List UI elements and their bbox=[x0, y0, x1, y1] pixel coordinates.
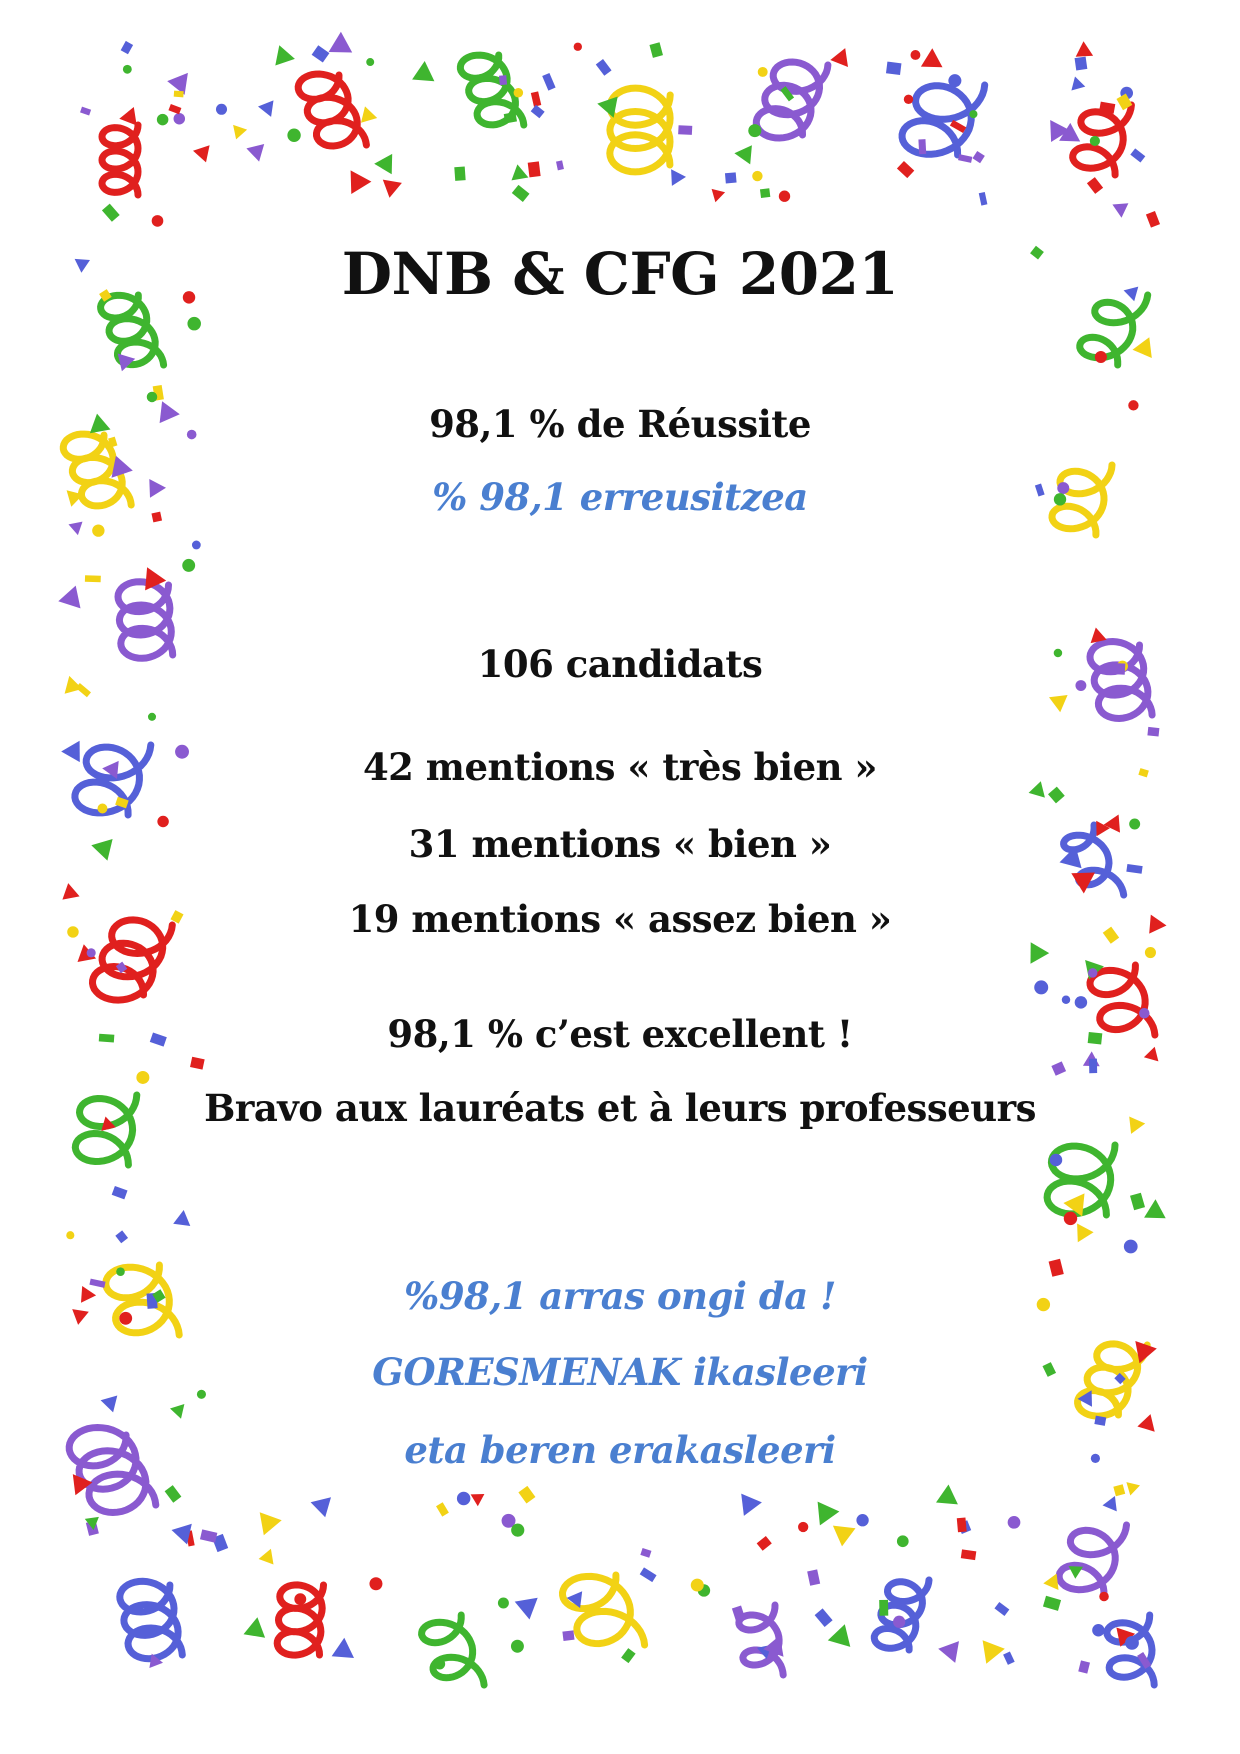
confetti-piece bbox=[807, 1569, 820, 1585]
confetti-piece bbox=[649, 42, 663, 58]
confetti-piece bbox=[983, 1640, 1005, 1664]
confetti-piece bbox=[115, 1230, 128, 1243]
streamer-curl bbox=[610, 88, 670, 172]
confetti-piece bbox=[383, 180, 402, 198]
confetti-piece bbox=[671, 169, 686, 186]
basque-closing-3: eta beren erakasleeri bbox=[404, 1428, 836, 1472]
confetti-piece bbox=[528, 161, 541, 177]
confetti-piece bbox=[818, 1502, 840, 1526]
confetti-piece bbox=[1062, 996, 1070, 1004]
confetti-piece bbox=[1043, 1596, 1061, 1611]
confetti-piece bbox=[640, 1548, 651, 1558]
confetti-piece bbox=[190, 1057, 205, 1070]
confetti-piece bbox=[504, 112, 517, 123]
confetti-piece bbox=[152, 215, 164, 227]
confetti-piece bbox=[511, 1524, 524, 1537]
confetti-piece bbox=[112, 1186, 128, 1199]
confetti-piece bbox=[1088, 968, 1097, 977]
confetti-piece bbox=[499, 75, 507, 85]
confetti-piece bbox=[798, 1522, 808, 1532]
confetti-piece bbox=[1124, 1240, 1138, 1254]
confetti-piece bbox=[121, 41, 133, 54]
confetti-piece bbox=[1112, 203, 1128, 217]
confetti-piece bbox=[119, 107, 136, 126]
confetti-piece bbox=[92, 524, 104, 536]
confetti-piece bbox=[147, 392, 157, 402]
confetti-piece bbox=[972, 151, 984, 163]
success-rate-eu: % 98,1 erreusitzea bbox=[432, 475, 808, 519]
confetti-piece bbox=[1126, 1482, 1140, 1495]
confetti-piece bbox=[374, 154, 392, 174]
confetti-piece bbox=[752, 171, 762, 181]
confetti-piece bbox=[958, 154, 972, 163]
confetti-piece bbox=[948, 74, 961, 87]
confetti-piece bbox=[168, 104, 181, 114]
confetti-piece bbox=[1099, 1592, 1109, 1602]
confetti-piece bbox=[312, 45, 330, 62]
confetti-piece bbox=[596, 59, 612, 76]
confetti-piece bbox=[87, 948, 96, 957]
confetti-piece bbox=[258, 100, 274, 117]
confetti-piece bbox=[531, 91, 541, 106]
streamer-curl bbox=[1059, 1525, 1126, 1595]
confetti-piece bbox=[97, 804, 107, 814]
confetti-piece bbox=[1130, 1193, 1145, 1211]
confetti-piece bbox=[879, 1600, 888, 1616]
confetti-piece bbox=[412, 61, 434, 81]
excellent-line: 98,1 % c’est excellent ! bbox=[387, 1012, 853, 1056]
confetti-piece bbox=[1049, 695, 1068, 712]
confetti-piece bbox=[200, 1529, 217, 1542]
confetti-piece bbox=[174, 113, 185, 124]
confetti-piece bbox=[1113, 1484, 1125, 1496]
confetti-piece bbox=[779, 191, 790, 202]
confetti-piece bbox=[938, 1641, 959, 1663]
bravo-line: Bravo aux lauréats et à leurs professeurs bbox=[204, 1086, 1036, 1130]
confetti-piece bbox=[369, 1577, 382, 1590]
confetti-piece bbox=[1144, 1199, 1166, 1218]
confetti-piece bbox=[748, 124, 761, 137]
streamer-curl bbox=[298, 74, 366, 146]
confetti-piece bbox=[157, 114, 168, 125]
confetti-piece bbox=[1090, 136, 1100, 146]
confetti-piece bbox=[187, 317, 201, 331]
confetti-piece bbox=[85, 575, 101, 582]
confetti-piece bbox=[640, 1567, 657, 1582]
confetti-piece bbox=[1071, 77, 1085, 91]
confetti-piece bbox=[101, 1396, 118, 1413]
confetti-piece bbox=[542, 73, 555, 91]
confetti-piece bbox=[332, 1638, 354, 1658]
mention-bien: 31 mentions « bien » bbox=[408, 822, 832, 866]
confetti-piece bbox=[712, 189, 726, 202]
confetti-piece bbox=[725, 172, 737, 183]
confetti-piece bbox=[260, 1512, 282, 1535]
confetti-piece bbox=[678, 125, 692, 135]
basque-closing-1: %98,1 arras ongi da ! bbox=[404, 1274, 836, 1318]
confetti-piece bbox=[311, 1497, 331, 1517]
confetti-piece bbox=[515, 1598, 538, 1620]
confetti-piece bbox=[514, 88, 524, 98]
confetti-piece bbox=[1050, 1154, 1063, 1167]
confetti-piece bbox=[246, 144, 264, 162]
confetti-piece bbox=[192, 541, 201, 550]
confetti-piece bbox=[329, 32, 353, 53]
confetti-piece bbox=[1133, 337, 1152, 358]
streamer-curl bbox=[102, 125, 138, 195]
confetti-piece bbox=[910, 50, 920, 60]
confetti-piece bbox=[471, 1494, 485, 1506]
confetti-piece bbox=[287, 129, 300, 142]
confetti-piece bbox=[1076, 41, 1093, 57]
confetti-piece bbox=[512, 164, 529, 180]
confetti-piece bbox=[1003, 1651, 1015, 1664]
page-title: DNB & CFG 2021 bbox=[341, 240, 899, 308]
confetti-piece bbox=[734, 145, 752, 164]
confetti-piece bbox=[1077, 1224, 1094, 1243]
mention-tres-bien: 42 mentions « très bien » bbox=[362, 745, 878, 789]
confetti-piece bbox=[1069, 1566, 1083, 1579]
confetti-piece bbox=[574, 43, 582, 51]
streamer-curl bbox=[563, 1575, 645, 1645]
confetti-piece bbox=[1130, 148, 1145, 162]
basque-closing-2: GORESMENAK ikasleeri bbox=[372, 1350, 868, 1394]
confetti-piece bbox=[830, 48, 848, 67]
confetti-piece bbox=[758, 67, 768, 77]
confetti-piece bbox=[193, 145, 210, 162]
confetti-piece bbox=[1008, 1516, 1021, 1529]
confetti-piece bbox=[1094, 1416, 1106, 1426]
confetti-piece bbox=[102, 204, 120, 222]
streamer-curl bbox=[120, 1581, 183, 1658]
confetti-piece bbox=[1043, 1574, 1058, 1590]
confetti-piece bbox=[174, 91, 184, 98]
confetti-piece bbox=[531, 105, 545, 119]
confetti-piece bbox=[66, 1231, 74, 1239]
confetti-piece bbox=[815, 1608, 833, 1627]
confetti-piece bbox=[741, 1494, 762, 1516]
confetti-piece bbox=[1048, 787, 1065, 804]
confetti-piece bbox=[434, 1659, 445, 1670]
confetti-piece bbox=[58, 586, 80, 609]
confetti-piece bbox=[165, 1485, 182, 1503]
confetti-piece bbox=[957, 1517, 967, 1532]
confetti-piece bbox=[1034, 980, 1048, 994]
confetti-piece bbox=[275, 45, 295, 65]
confetti-piece bbox=[148, 713, 156, 721]
confetti-piece bbox=[556, 160, 564, 170]
confetti-piece bbox=[1146, 211, 1160, 228]
confetti-piece bbox=[621, 1648, 635, 1663]
confetti-piece bbox=[833, 1526, 856, 1547]
confetti-piece bbox=[961, 1549, 977, 1560]
confetti-piece bbox=[893, 1616, 905, 1628]
confetti-piece bbox=[244, 1617, 266, 1638]
confetti-piece bbox=[80, 107, 91, 116]
candidates-count: 106 candidats bbox=[477, 642, 763, 686]
streamer-curl bbox=[1073, 105, 1132, 175]
confetti-piece bbox=[182, 559, 195, 572]
confetti-piece bbox=[886, 62, 901, 75]
confetti-piece bbox=[562, 1630, 574, 1641]
confetti-piece bbox=[518, 1486, 535, 1504]
confetti-piece bbox=[732, 1605, 745, 1621]
confetti-piece bbox=[1103, 1496, 1117, 1511]
confetti-piece bbox=[1092, 1624, 1104, 1636]
confetti-piece bbox=[1095, 351, 1107, 363]
confetti-piece bbox=[1075, 57, 1088, 71]
confetti-piece bbox=[457, 1492, 470, 1505]
confetti-piece bbox=[173, 1210, 190, 1226]
mention-assez-bien: 19 mentions « assez bien » bbox=[348, 897, 892, 941]
confetti-piece bbox=[233, 125, 247, 139]
confetti-piece bbox=[897, 1535, 909, 1547]
confetti-piece bbox=[1031, 942, 1050, 964]
confetti-piece bbox=[856, 1514, 868, 1526]
confetti-piece bbox=[979, 192, 988, 206]
confetti-piece bbox=[897, 161, 914, 178]
confetti-piece bbox=[511, 1640, 524, 1653]
confetti-piece bbox=[216, 104, 227, 115]
confetti-piece bbox=[1078, 1660, 1090, 1673]
confetti-piece bbox=[259, 1549, 274, 1565]
confetti-piece bbox=[1145, 947, 1156, 958]
success-rate-fr: 98,1 % de Réussite bbox=[429, 402, 811, 446]
confetti-piece bbox=[351, 170, 372, 194]
confetti-piece bbox=[1064, 1212, 1077, 1225]
streamer-curl bbox=[902, 85, 985, 155]
confetti-piece bbox=[757, 1536, 772, 1551]
confetti-piece bbox=[691, 1579, 704, 1592]
confetti-piece bbox=[170, 1404, 184, 1419]
confetti-piece bbox=[136, 1071, 149, 1084]
confetti-piece bbox=[918, 139, 926, 154]
confetti-piece bbox=[904, 95, 913, 104]
confetti-piece bbox=[512, 185, 530, 202]
streamer-curl bbox=[422, 1615, 485, 1685]
confetti-piece bbox=[498, 1598, 509, 1609]
confetti-piece bbox=[1089, 1059, 1097, 1074]
confetti-piece bbox=[361, 106, 377, 122]
confetti-piece bbox=[69, 522, 83, 536]
confetti-piece bbox=[123, 65, 132, 74]
confetti-piece bbox=[828, 1624, 851, 1647]
streamer-curl bbox=[1107, 1615, 1154, 1685]
confetti-piece bbox=[436, 1502, 449, 1516]
confetti-piece bbox=[366, 58, 374, 66]
confetti-piece bbox=[1051, 1061, 1066, 1075]
confetti-piece bbox=[994, 1602, 1009, 1616]
confetti-piece bbox=[936, 1485, 958, 1505]
confetti-piece bbox=[969, 110, 977, 118]
confetti-piece bbox=[454, 166, 465, 180]
confetti-piece bbox=[1075, 996, 1087, 1008]
confetti-piece bbox=[1147, 727, 1159, 737]
confetti-piece bbox=[1087, 177, 1103, 194]
confetti-piece bbox=[294, 1593, 306, 1605]
confetti-piece bbox=[1125, 1636, 1139, 1650]
confetti-piece bbox=[760, 188, 770, 198]
confetti-piece bbox=[921, 48, 943, 67]
